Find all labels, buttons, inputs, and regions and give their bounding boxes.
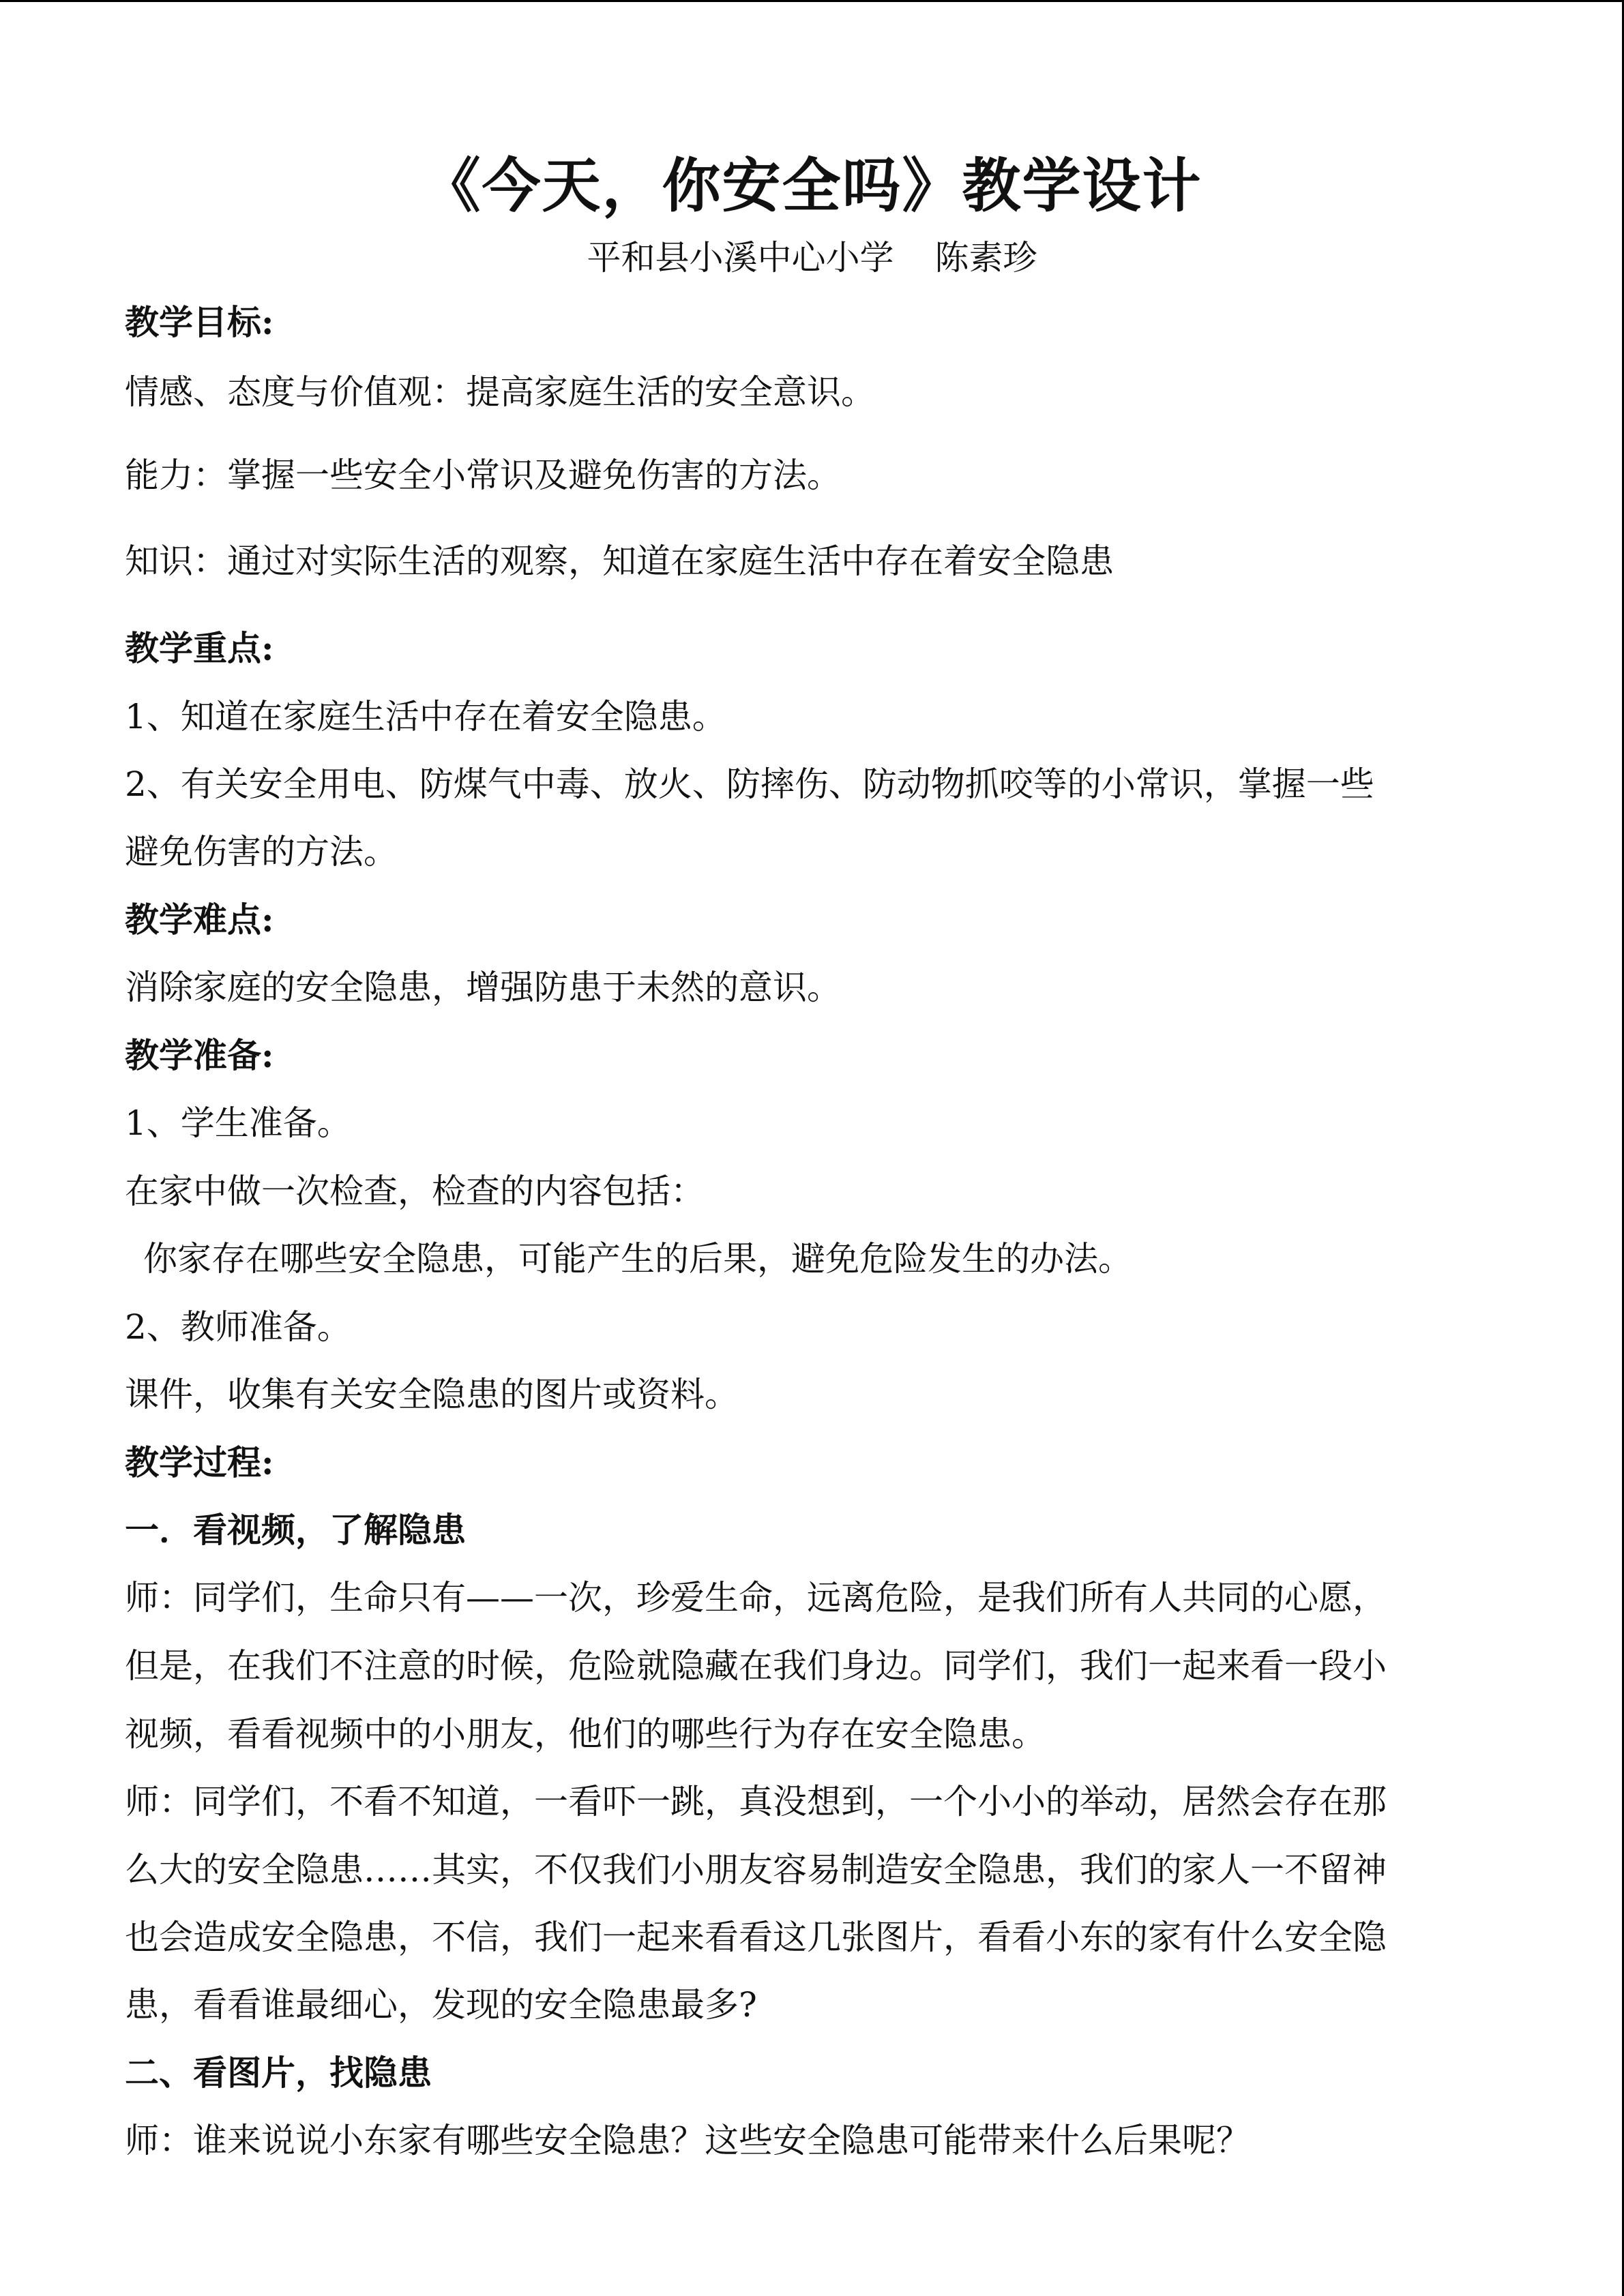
author-name: 陈素珍 xyxy=(934,238,1037,278)
section-1-paragraph-2-line-4: 患，看看谁最细心，发现的安全隐患最多? xyxy=(125,1985,757,2025)
section-2-heading: 二、看图片，找隐患 xyxy=(125,2053,432,2093)
key-points-heading: 教学重点: xyxy=(125,628,274,668)
section-1-paragraph-1-line-3: 视频，看看视频中的小朋友，他们的哪些行为存在安全隐患。 xyxy=(125,1714,1046,1754)
section-1-paragraph-2-line-3: 也会造成安全隐患，不信，我们一起来看看这几张图片，看看小东的家有什么安全隐 xyxy=(125,1918,1387,1957)
process-heading: 教学过程: xyxy=(125,1442,274,1482)
section-1-paragraph-1-line-2: 但是，在我们不注意的时候，危险就隐藏在我们身边。同学们，我们一起来看一段小 xyxy=(125,1646,1387,1686)
document-title: 《今天，你安全吗》教学设计 xyxy=(422,151,1202,220)
author-school: 平和县小溪中心小学 xyxy=(587,238,894,278)
key-point-2-line-2: 避免伤害的方法。 xyxy=(125,832,398,871)
student-preparation-heading: 1、学生准备。 xyxy=(125,1103,351,1143)
teacher-preparation-heading: 2、教师准备。 xyxy=(125,1307,351,1347)
section-1-paragraph-2-line-1: 师：同学们，不看不知道，一看吓一跳，真没想到，一个小小的举动，居然会存在那 xyxy=(125,1782,1387,1821)
student-preparation-line-1: 在家中做一次检查，检查的内容包括： xyxy=(125,1172,705,1211)
section-1-paragraph-1-line-1: 师：同学们，生命只有——一次，珍爱生命，远离危险，是我们所有人共同的心愿， xyxy=(125,1578,1387,1617)
difficulty-text: 消除家庭的安全隐患，增强防患于未然的意识。 xyxy=(125,968,841,1007)
section-1-paragraph-2-line-2: 么大的安全隐患……其实，不仅我们小朋友容易制造安全隐患，我们的家人一不留神 xyxy=(125,1850,1387,1890)
key-point-2-line-1: 2、有关安全用电、防煤气中毒、放火、防摔伤、防动物抓咬等的小常识，掌握一些 xyxy=(125,764,1374,804)
difficulty-heading: 教学难点: xyxy=(125,899,274,940)
key-point-1: 1、知道在家庭生活中存在着安全隐患。 xyxy=(125,697,726,736)
teacher-preparation-line-1: 课件，收集有关安全隐患的图片或资料。 xyxy=(125,1375,739,1414)
objective-emotion: 情感、态度与价值观：提高家庭生活的安全意识。 xyxy=(125,372,875,412)
objective-ability: 能力：掌握一些安全小常识及避免伤害的方法。 xyxy=(125,456,841,495)
preparation-heading: 教学准备: xyxy=(125,1035,274,1075)
objectives-heading: 教学目标: xyxy=(125,302,274,342)
student-preparation-line-2: 你家存在哪些安全隐患，可能产生的后果，避免危险发生的办法。 xyxy=(143,1239,1132,1279)
objective-knowledge: 知识：通过对实际生活的观察，知道在家庭生活中存在着安全隐患 xyxy=(125,541,1114,581)
section-1-heading: 一．看视频，了解隐患 xyxy=(125,1510,466,1550)
author-line xyxy=(0,230,1624,280)
section-2-paragraph-1-line-1: 师：谁来说说小东家有哪些安全隐患？这些安全隐患可能带来什么后果呢？ xyxy=(125,2121,1250,2160)
